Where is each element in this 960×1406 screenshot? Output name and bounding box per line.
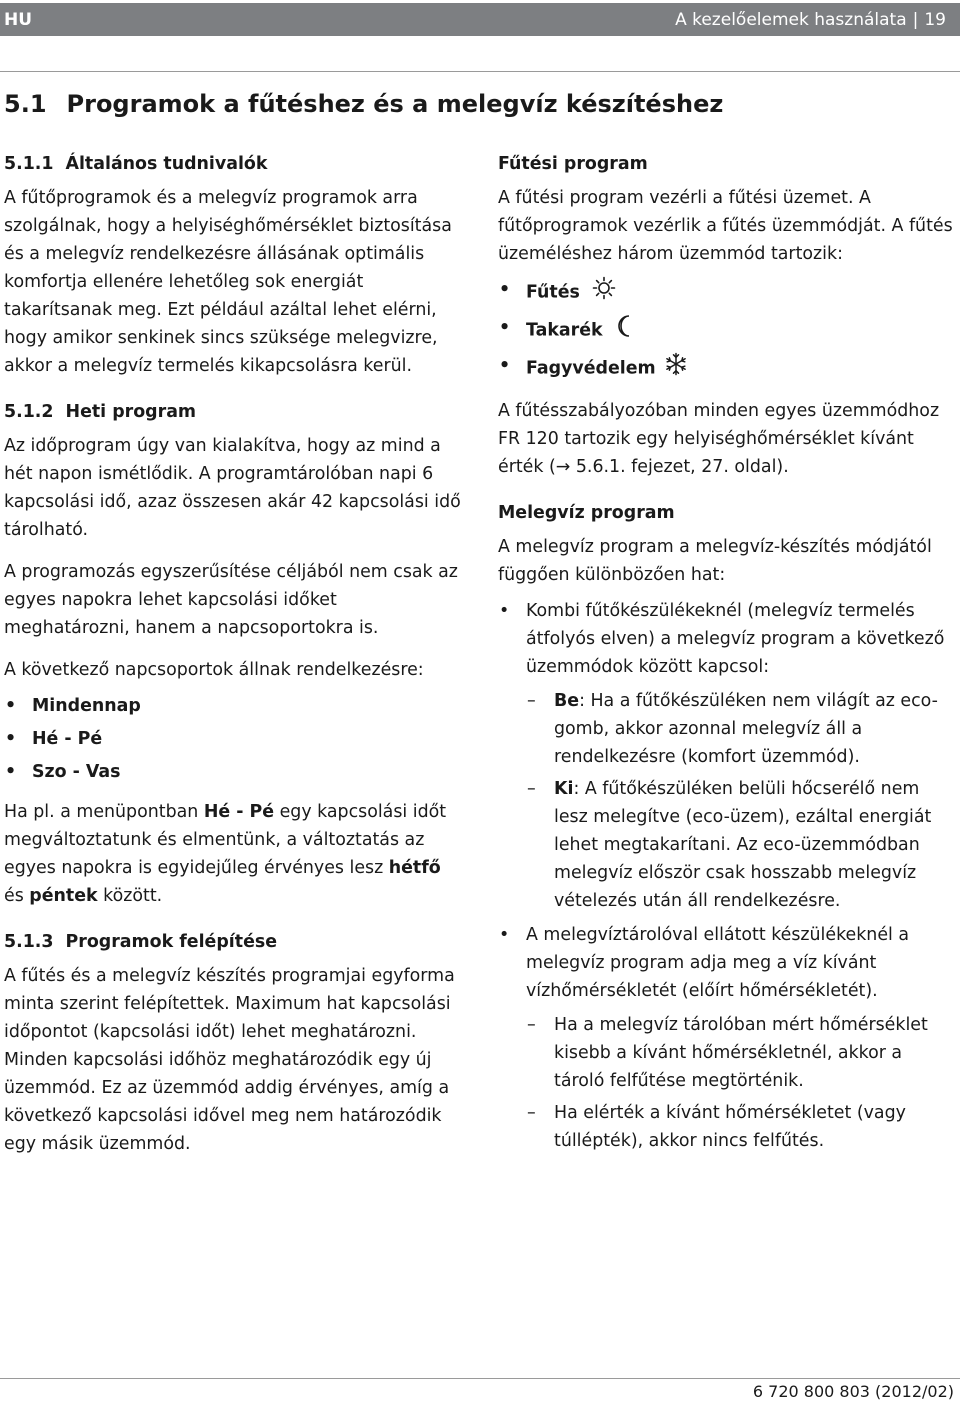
paragraph: A fűtési program vezérli a fűtési üzemet. A fűtőprogramok vezérlik a fűtés üzemmódját. A fűtés üzeméléshez három üzemmód tartozik:: [498, 188, 953, 264]
section-number: 5.1.1: [4, 154, 54, 174]
left-column: [4, 150, 466, 1172]
day-group-list: [4, 692, 466, 786]
mode-label: Fűtés: [526, 282, 580, 303]
section-title: A kezelőelemek használata: [675, 10, 907, 30]
paragraph: Az időprogram úgy van kialakítva, hogy az mind a hét napon ismétlődik. A programtárolóban napi 6 kapcsolási idő, azaz összesen akár 42 kapcsolási idő tárolható.: [4, 436, 461, 540]
moon-icon: [615, 314, 637, 347]
mode-item-eco: [498, 314, 956, 347]
text-run: Kombi fűtőkészülékeknél (melegvíz termelés átfolyós elven) a melegvíz program a következő üzemmódok között kapcsol:: [526, 601, 945, 677]
chapter-divider: [0, 71, 960, 72]
paragraph: A fűtés és a melegvíz készítés programjai egyforma minta szerint felépítettek. Maximum hat kapcsolási időpontot (kapcsolási időt) lehet meghatározni. Minden kapcsolási időhöz meghatározódik egy új üzemmód. Ez az üzemmód addig érvényes, amíg a következő kapcsolási idővel meg nem határozódik egy másik üzemmód.: [4, 966, 455, 1154]
mode-item-heating: [498, 276, 956, 309]
paragraph: A fűtőprogramok és a melegvíz programok arra szolgálnak, hogy a helyiséghőmérséklet biztosítása és a melegvíz rendelkezésre állásának optimális komfortja ellenére lehetőleg sok energiát takarítsanak meg. Ezt például azáltal lehet elérni, hogy amikor senkinek sincs szüksége melegvizre, akkor a melegvíz termelés kikapcsolásra kerül.: [4, 188, 452, 376]
footer-divider: [0, 1378, 960, 1379]
bold-term: Be: [554, 691, 580, 711]
bold-term: Ki: [554, 779, 574, 799]
bold-term: hétfő: [388, 858, 441, 878]
section-5-1-1-heading: [4, 150, 466, 178]
section-number: 5.1.3: [4, 932, 54, 952]
list-item: [498, 921, 956, 1155]
text-run: 5.6.1. fejezet, 27. oldal).: [570, 457, 789, 477]
section-title: Általános tudnivalók: [65, 154, 268, 174]
paragraph: [498, 397, 956, 481]
dhw-program-heading: Melegvíz program: [498, 503, 675, 523]
list-item: • Mindennap: [4, 692, 466, 720]
language-label: HU: [4, 10, 33, 30]
dhw-list: [498, 597, 956, 1155]
chapter-title-text: Programok a fűtéshez és a melegvíz készítéshez: [66, 90, 724, 118]
text-run: : Ha a fűtőkészüléken nem világít az eco-gomb, akkor azonnal melegvíz áll a rendelkezésre (komfort üzemmód).: [554, 691, 938, 767]
bold-term: péntek: [29, 886, 98, 906]
text-run: Ha pl. a menüpontban: [4, 802, 204, 822]
right-column: [498, 150, 956, 1167]
paragraph: A következő napcsoportok állnak rendelkezésre:: [4, 660, 424, 680]
text-run: A fűtésszabályozóban minden egyes üzemmódhoz FR 120 tartozik egy helyiséghőmérséklet kívánt érték (: [498, 401, 940, 477]
bold-term: Hé - Pé: [203, 802, 275, 822]
mode-item-frost: [498, 352, 956, 385]
header-right: [675, 10, 946, 30]
section-number: 5.1.2: [4, 402, 54, 422]
dash-list: [526, 687, 956, 915]
list-item: [498, 597, 956, 915]
page-header-bar: [0, 3, 960, 36]
text-run: között.: [97, 886, 163, 906]
mode-label: Fagyvédelem: [526, 358, 656, 379]
snowflake-icon: [664, 352, 688, 385]
mode-label: Takarék: [526, 320, 603, 341]
section-5-1-2-heading: [4, 398, 466, 426]
text-run: egy kapcsolási időt megváltoztatunk és elmentünk, a változtatás az egyes napokra is egyidejűleg érvényes lesz: [4, 802, 447, 878]
dash-list: [526, 1011, 956, 1155]
arrow-right-icon: →: [555, 457, 571, 477]
dash-item: [526, 687, 956, 771]
header-separator: |: [912, 10, 919, 30]
dash-item: – Ha a melegvíz tárolóban mért hőmérséklet kisebb a kívánt hőmérsékletnél, akkor a tároló felfűtése megtörténik.: [526, 1011, 956, 1095]
paragraph: A programozás egyszerűsítése céljából nem csak az egyes napokra lehet kapcsolási időket meghatározni, hanem a napcsoportokra is.: [4, 562, 458, 638]
dash-item: – Ha elérték a kívánt hőmérsékletet (vagy túllépték), akkor nincs felfűtés.: [526, 1099, 956, 1155]
section-5-1-3-heading: [4, 928, 466, 956]
chapter-number: 5.1: [4, 90, 47, 118]
paragraph: A melegvíz program a melegvíz-készítés módjától függően különbözően hat:: [498, 537, 932, 585]
list-item: • Hé - Pé: [4, 725, 466, 753]
sun-icon: [592, 276, 616, 309]
text-run: és: [4, 886, 30, 906]
section-title: Programok felépítése: [65, 932, 278, 952]
dash-item: [526, 775, 956, 915]
chapter-title: [4, 90, 723, 118]
list-item: • Szo - Vas: [4, 758, 466, 786]
heating-program-heading: Fűtési program: [498, 154, 648, 174]
section-title: Heti program: [65, 402, 197, 422]
document-code: 6 720 800 803 (2012/02): [752, 1382, 954, 1401]
heating-mode-list: [498, 276, 956, 385]
page-number: 19: [924, 10, 946, 30]
text-run: A melegvíztárolóval ellátott készülékeknél a melegvíz program adja meg a víz kívánt vízhőmérsékletét (előírt hőmérsékletét).: [526, 925, 910, 1001]
paragraph: [4, 798, 466, 910]
text-run: : A fűtőkészüléken belüli hőcserélő nem lesz melegítve (eco-üzem), ezáltal energiát lehet megtakarítani. Az eco-üzemmódban melegvíz először csak hosszabb melegvíz vételezés után áll rendelkezésre.: [554, 779, 932, 911]
